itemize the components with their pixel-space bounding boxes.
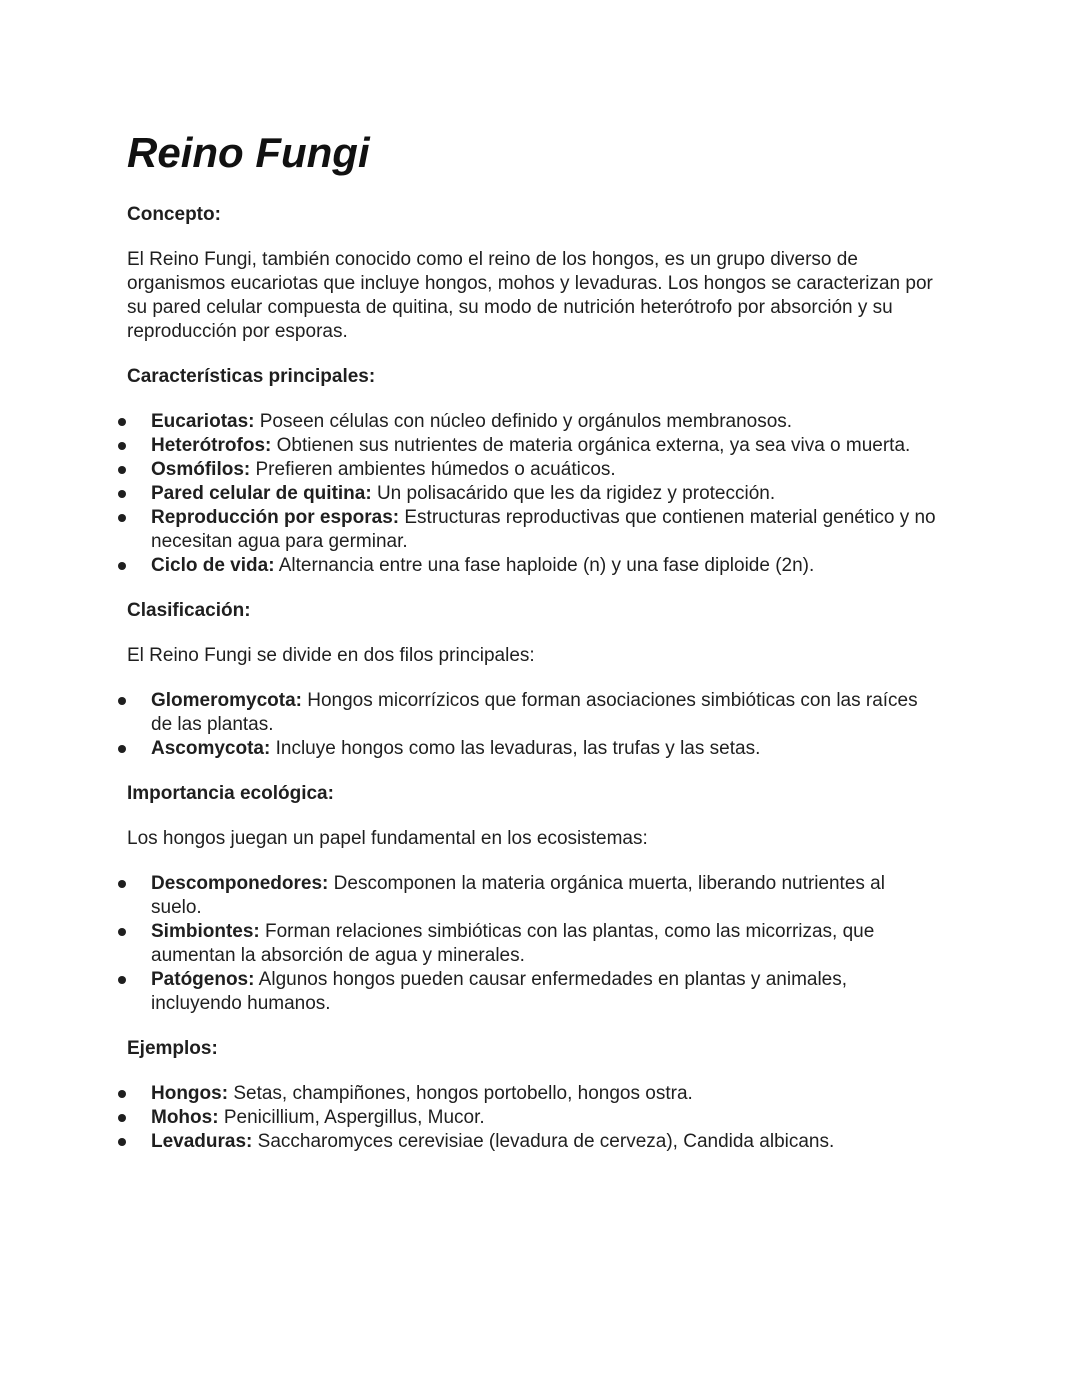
bullet-icon [118,1114,126,1122]
list-item: Reproducción por esporas: Estructuras reproductivas que contienen material genético y no necesitan agua para germinar. [127,506,967,554]
list-item: Ascomycota: Incluye hongos como las levaduras, las trufas y las setas. [127,737,967,761]
bullet-icon [118,880,126,888]
bullet-icon [118,697,126,705]
section-heading-ejemplos: Ejemplos: [127,1038,218,1059]
bullet-icon [118,745,126,753]
list-item: Hongos: Setas, champiñones, hongos portobello, hongos ostra. [127,1082,967,1106]
bullet-icon [118,928,126,936]
list-item: Eucariotas: Poseen células con núcleo definido y orgánulos membranosos. [127,410,967,434]
bullet-icon [118,976,126,984]
list-item: Glomeromycota: Hongos micorrízicos que forman asociaciones simbióticas con las raíces de las plantas. [127,689,941,737]
list-item: Simbiontes: Forman relaciones simbióticas con las plantas, como las micorrizas, que aumentan la absorción de agua y minerales. [127,920,911,968]
importancia-intro: Los hongos juegan un papel fundamental en los ecosistemas: [127,828,648,849]
list-item: Levaduras: Saccharomyces cerevisiae (levadura de cerveza), Candida albicans. [127,1130,967,1154]
page-title: Reino Fungi [127,129,370,176]
clasificacion-list [127,689,967,761]
list-item: Pared celular de quitina: Un polisacárido que les da rigidez y protección. [127,482,967,506]
importancia-list [127,872,967,1016]
bullet-icon [118,442,126,450]
bullet-icon [118,466,126,474]
list-item: Mohos: Penicillium, Aspergillus, Mucor. [127,1106,967,1130]
bullet-icon [118,1138,126,1146]
section-heading-concepto: Concepto: [127,204,221,225]
list-item: Descomponedores: Descomponen la materia orgánica muerta, liberando nutrientes al suelo. [127,872,911,920]
list-item: Patógenos: Algunos hongos pueden causar enfermedades en plantas y animales, incluyendo humanos. [127,968,891,1016]
section-heading-caracteristicas: Características principales: [127,366,376,387]
bullet-icon [118,562,126,570]
list-item: Osmófilos: Prefieren ambientes húmedos o acuáticos. [127,458,967,482]
bullet-icon [118,1090,126,1098]
bullet-icon [118,490,126,498]
clasificacion-intro: El Reino Fungi se divide en dos filos principales: [127,645,535,666]
bullet-icon [118,514,126,522]
list-item: Ciclo de vida: Alternancia entre una fase haploide (n) y una fase diploide (2n). [127,554,967,578]
caracteristicas-list [127,410,967,578]
section-heading-importancia: Importancia ecológica: [127,783,334,804]
list-item: Heterótrofos: Obtienen sus nutrientes de materia orgánica externa, ya sea viva o muerta. [127,434,967,458]
ejemplos-list [127,1082,967,1154]
section-heading-clasificacion: Clasificación: [127,600,251,621]
bullet-icon [118,418,126,426]
document-page [127,128,967,1154]
concepto-paragraph: El Reino Fungi, también conocido como el reino de los hongos, es un grupo diverso de organismos eucariotas que incluye hongos, mohos y levaduras. Los hongos se caracterizan por su pared celular compuesta de quitina, su modo de nutrición heterótrofo por absorción y su reproducción por esporas. [127,249,933,342]
